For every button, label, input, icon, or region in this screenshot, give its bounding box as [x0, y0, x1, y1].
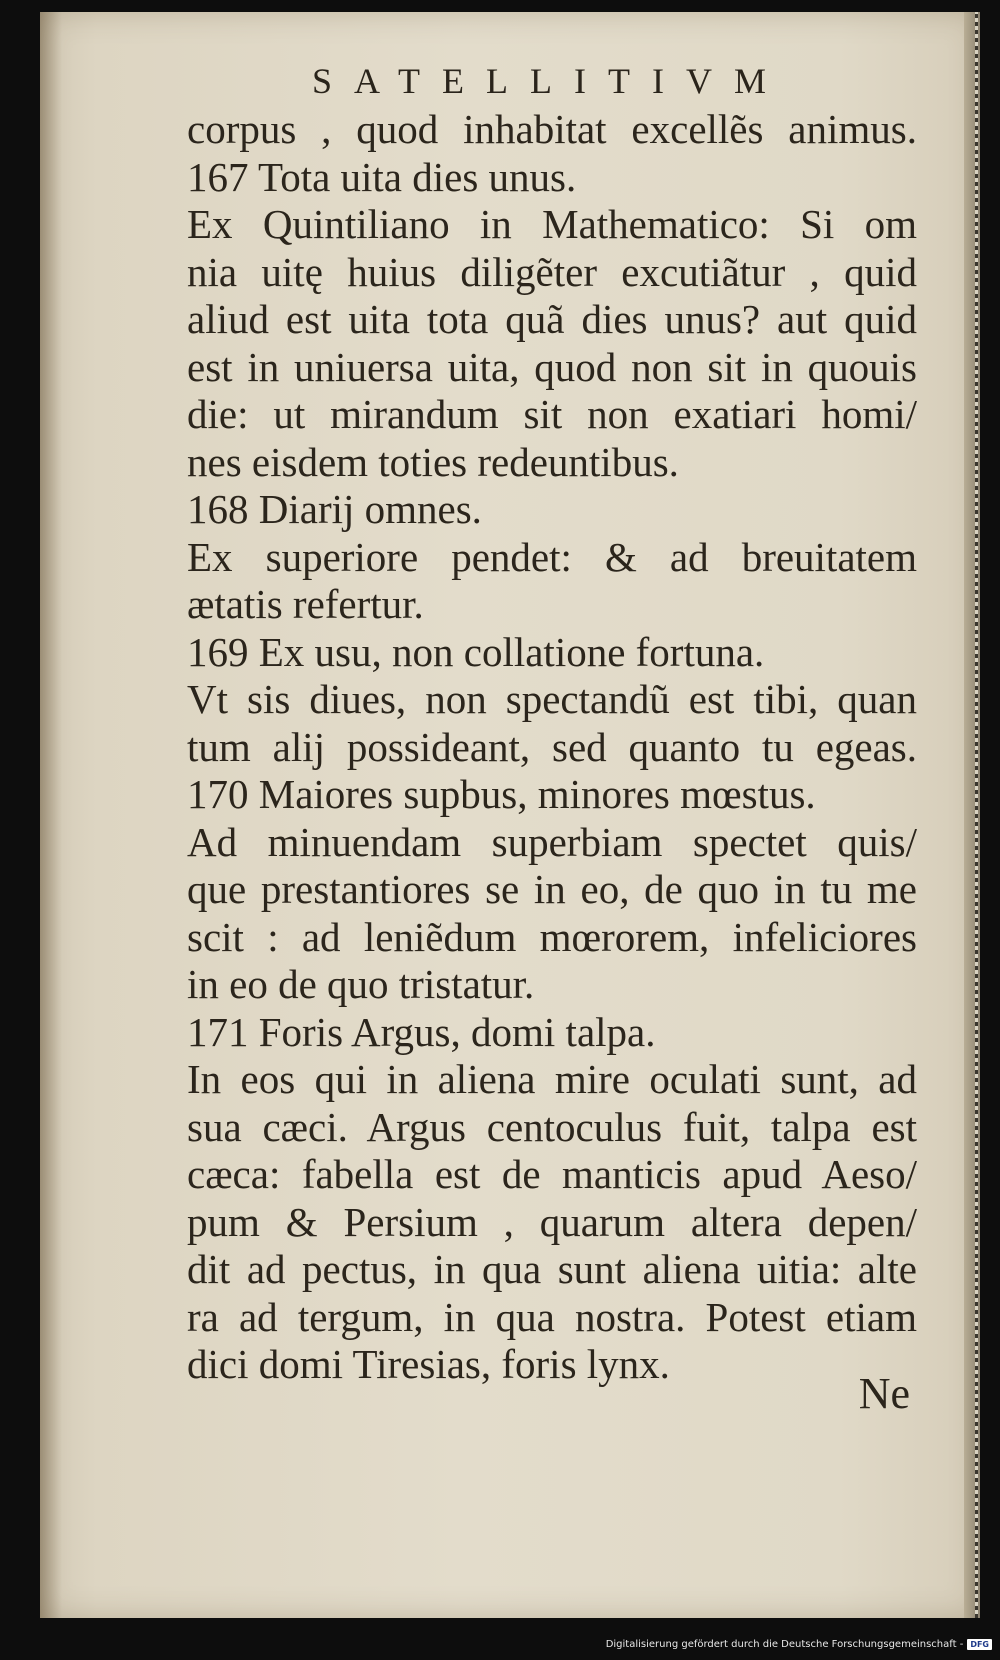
adage-heading-line: 169 Ex usu, non collatione fortuna.	[187, 628, 765, 675]
text-line: in eo de quo tristatur.	[187, 961, 535, 1007]
text-line: corpus , quod inhabitat excellẽs animus.	[187, 106, 917, 152]
text-line: dit ad pectus, in qua sunt aliena uitia: alte	[187, 1246, 917, 1292]
text-line: scit : ad leniẽdum mœrorem, infeliciores	[187, 913, 917, 960]
text-line: Ex Quintiliano in Mathematico: Si om	[187, 201, 917, 247]
running-head: SATELLITIVM	[312, 61, 788, 101]
text-line: que prestantiores se in eo, de quo in tu me	[187, 866, 917, 912]
text-line: sua cæci. Argus centoculus fuit, talpa est	[187, 1103, 917, 1150]
text-line: ætatis refertur.	[187, 581, 424, 627]
dfg-logo: DFG	[967, 1639, 992, 1650]
footer-bar	[0, 1620, 1000, 1660]
adage-heading-line: 168 Diarij omnes.	[187, 486, 482, 532]
text-line: nia uitę huius diligẽter excutiãtur , quid	[187, 248, 917, 295]
catchword: Ne	[858, 1369, 910, 1418]
text-line: cæca: fabella est de manticis apud Aeso/	[187, 1151, 917, 1197]
text-line: tum alij possideant, sed quanto tu egeas.	[187, 723, 917, 770]
body-text	[187, 106, 917, 1389]
text-line: ra ad tergum, in qua nostra. Potest etiam	[187, 1293, 917, 1340]
footer-credit-text: Digitalisierung gefördert durch die Deutsche Forschungsgemeinschaft -	[605, 1639, 964, 1650]
text-line: Ad minuendam superbiam spectet quis/	[187, 818, 917, 865]
text-line: pum & Persium , quarum altera depen/	[187, 1198, 917, 1245]
footer-credit	[606, 1639, 992, 1650]
text-line: dici domi Tiresias, foris lynx.	[187, 1341, 670, 1387]
adage-heading-line: 167 Tota uita dies unus.	[187, 153, 577, 200]
text-line: In eos qui in aliena mire oculati sunt, ad	[187, 1056, 917, 1102]
text-line: Vt sis diues, non spectandũ est tibi, quan	[187, 676, 917, 722]
text-line: aliud est uita tota quã dies unus? aut quid	[187, 296, 917, 342]
text-line: Ex superiore pendet: & ad breuitatem	[187, 533, 917, 580]
text-line: die: ut mirandum sit non exatiari homi/	[187, 391, 917, 437]
page-spine-edge	[964, 12, 980, 1618]
text-line: nes eisdem toties redeuntibus.	[187, 438, 679, 485]
adage-heading-line: 171 Foris Argus, domi talpa.	[187, 1008, 656, 1055]
adage-heading-line: 170 Maiores supbus, minores mœstus.	[187, 771, 816, 817]
text-line: est in uniuersa uita, quod non sit in quouis	[187, 343, 917, 390]
